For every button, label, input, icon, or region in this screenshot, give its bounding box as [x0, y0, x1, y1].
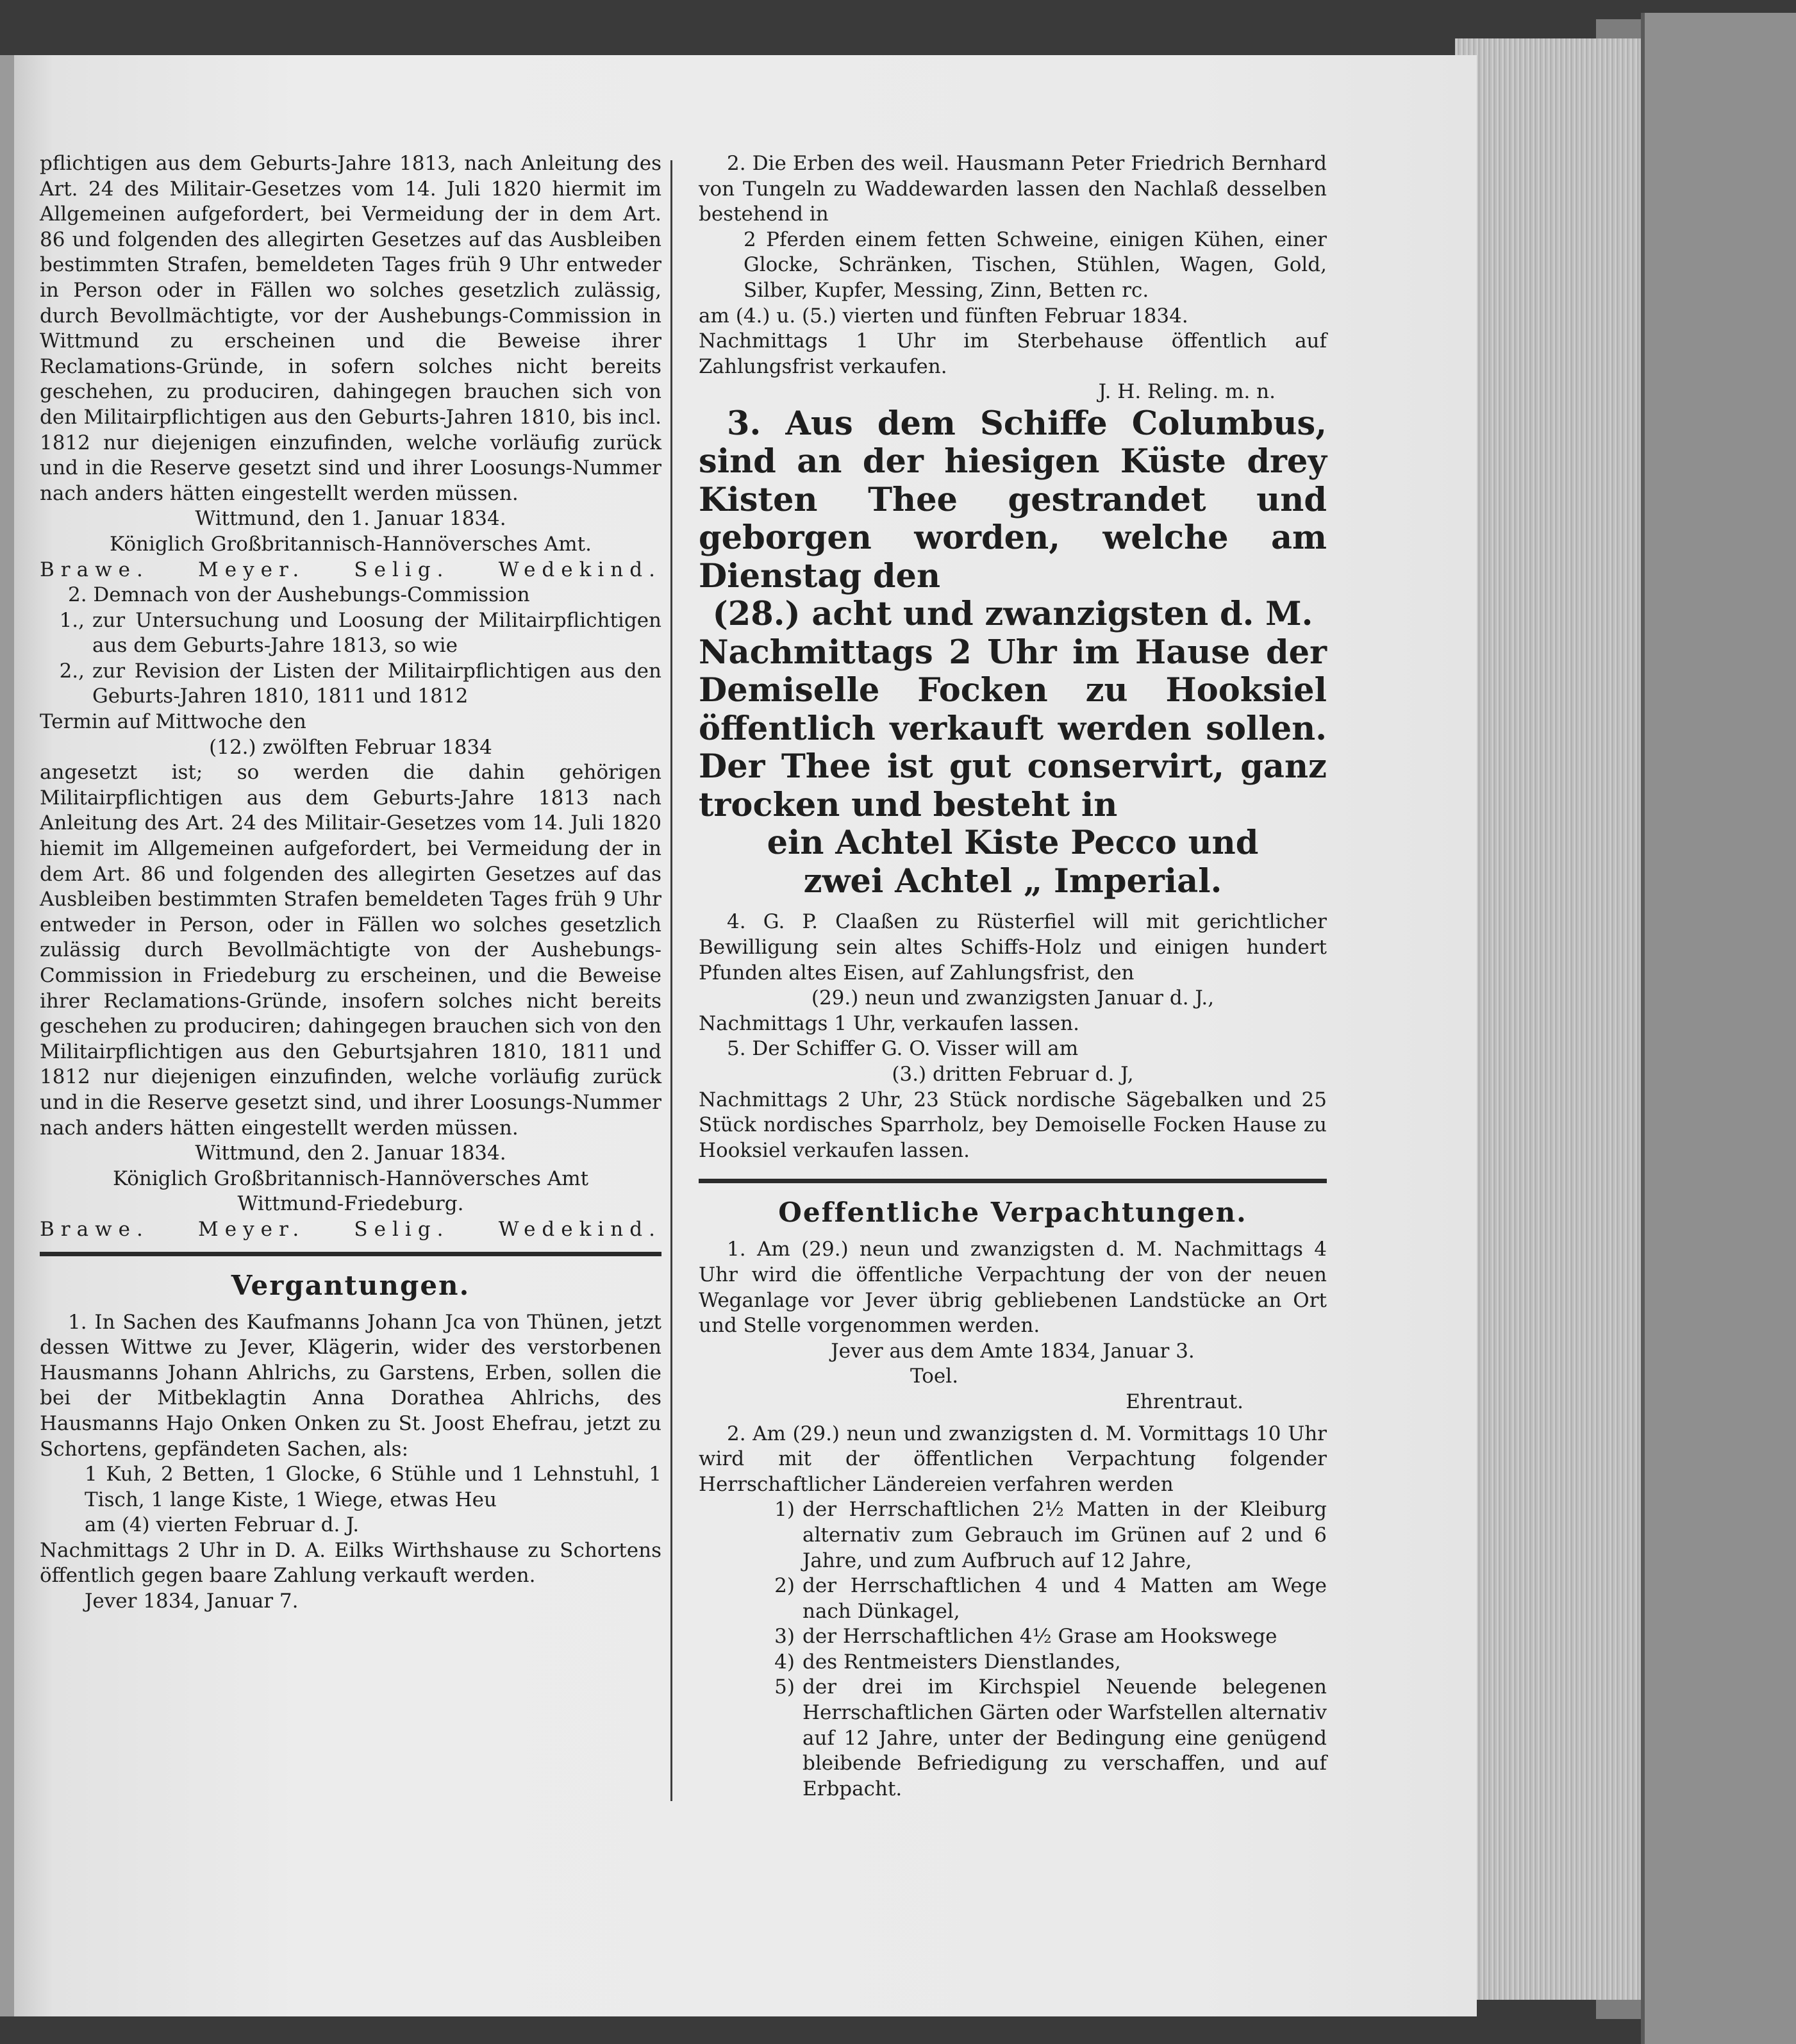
signer: Brawe.	[40, 558, 149, 581]
verpachtung1-signer2: Ehrentraut.	[1126, 1390, 1243, 1413]
verpachtung2-item	[699, 1650, 1327, 1675]
item-text: der Herrschaftlichen 2½ Matten in der Kleiburg alternativ zum Gebrauch im Grünen auf 2 und 6 Jahre, und zum Aufbruch auf 12 Jahre,	[802, 1498, 1327, 1572]
item5-body: Nachmittags 2 Uhr, 23 Stück nordische Sägebalken und 25 Stück nordisches Sparrholz, bey Demoiselle Focken Hause zu Hooksiel verkaufen lassen.	[699, 1088, 1327, 1162]
item4-body: 4. G. P. Claaßen zu Rüsterfiel will mit gerichtlicher Bewilligung sein altes Schiffs-Holz und einigen hundert Pfunden altes Eisen, auf Zahlungsfrist, den	[699, 910, 1327, 985]
section-rule	[40, 1252, 661, 1256]
column-divider	[670, 160, 672, 1801]
notice1-date: Wittmund, den 1. Januar 1834.	[195, 507, 506, 531]
item-text: der Herrschaftlichen 4 und 4 Matten am Wege nach Dünkagel,	[802, 1574, 1327, 1623]
item3-line1: ein Achtel Kiste Pecco und	[767, 824, 1259, 863]
signer: Wedekind.	[498, 558, 661, 581]
notice2-intro: 2. Demnach von der Aushebungs-Commission	[68, 583, 530, 607]
section-rule	[699, 1179, 1327, 1183]
item5-date: (3.) dritten Februar d. J,	[892, 1063, 1134, 1086]
signer: Meyer.	[198, 558, 306, 581]
notice2-office: Königlich Großbritannisch-Hannöversches Amt	[112, 1167, 589, 1190]
notice2-item	[40, 608, 661, 659]
page-stack-edge	[1455, 38, 1647, 2000]
notice2-signatures	[40, 1217, 661, 1243]
item4-date: (29.) neun und zwanzigsten Januar d. J.,	[811, 986, 1215, 1010]
item2-signature: J. H. Reling. m. n.	[1098, 380, 1276, 404]
signer: Brawe.	[40, 1217, 149, 1241]
item-text: des Rentmeisters Dienstlandes,	[802, 1650, 1121, 1674]
verpachtung2-item	[699, 1574, 1327, 1624]
item3-part2: Nachmittags 2 Uhr im Hause der Demiselle Focken zu Hooksiel öffentlich verkauft werden sollen. Der Thee ist gut conservirt, ganz trocken und besteht in	[699, 633, 1327, 824]
notice1-body: pflichtigen aus dem Geburts-Jahre 1813, nach Anleitung des Art. 24 des Militair-Gesetzes vom 14. Juli 1820 hiermit im Allgemeinen aufgefordert, bei Vermeidung der in dem Art. 86 und folgenden des allegirten Gesetzes auf das Ausbleiben bestimmten Strafen, bemeldeten Tages früh 9 Uhr entweder in Person oder in Fällen wo solches gesetzlich zulässig, durch Bevollmächtigte, vor der Aushebungs-Commission in Wittmund zu erscheinen und die Beweise ihrer Reclamations-Gründe, in sofern solches nicht bereits geschehen, zu produciren, dahingegen brauchen sich von den Militairpflichtigen aus den Geburts-Jahren 1810, bis incl. 1812 nur diejenigen einzufinden, welche vorläufig zurück und in die Reserve gesetzt sind und ihrer Loosungs-Nummer nach anders hätten eingestellt werden müssen.	[40, 152, 661, 505]
right-column	[699, 151, 1327, 1802]
item2-body: 2. Die Erben des weil. Hausmann Peter Friedrich Bernhard von Tungeln zu Waddewarden lassen den Nachlaß desselben bestehend in	[699, 152, 1327, 226]
vergantung1-date: am (4) vierten Februar d. J.	[85, 1513, 360, 1537]
item-number: 2)	[774, 1574, 795, 1598]
signer: Selig.	[354, 558, 450, 581]
vergantung1-place: Jever 1834, Januar 7.	[85, 1590, 299, 1613]
notice2-office-place: Wittmund-Friedeburg.	[237, 1192, 464, 1216]
verpachtung1-place: Jever aus dem Amte 1834, Januar 3.	[831, 1339, 1195, 1363]
item-number: 4)	[774, 1650, 795, 1674]
item-text: zur Untersuchung und Loosung der Militairpflichtigen aus dem Geburts-Jahre 1813, so wie	[92, 608, 661, 658]
item-text: der drei im Kirchspiel Neuende belegenen Herrschaftlichen Gärten oder Warfstellen alternativ auf 12 Jahre, unter der Bedingung eine genügend bleibende Befriedigung zu verschaffen, und auf Erbpacht.	[802, 1675, 1327, 1800]
vergantung1-body: 1. In Sachen des Kaufmanns Johann Jca von Thünen, jetzt dessen Wittwe zu Jever, Klägerin, wider des verstorbenen Hausmanns Johann Ahlrichs, zu Garstens, Erben, sollen die bei der Mitbeklagtin Anna Dorathea Ahlrichs, des Hausmanns Hajo Onken Onken zu St. Joost Ehefrau, jetzt zu Schortens, gepfändeten Sachen, als:	[40, 1310, 661, 1461]
verpachtung1-body: 1. Am (29.) neun und zwanzigsten d. M. Nachmittags 4 Uhr wird die öffentliche Verpachtung der von der neuen Weganlage vor Jever übrig gebliebenen Landstücke an Ort und Stelle vorgenommen werden.	[699, 1238, 1327, 1338]
notice2-item	[40, 659, 661, 710]
signer: Wedekind.	[498, 1217, 661, 1241]
item-number: 3)	[774, 1625, 795, 1649]
item3-part1: 3. Aus dem Schiffe Columbus, sind an der hiesigen Küste drey Kisten Thee gestrandet und geborgen worden, welche am Dienstag den	[699, 404, 1327, 595]
notice2-date: (12.) zwölften Februar 1834	[209, 735, 492, 759]
item-number: 2.,	[59, 659, 85, 683]
item3-date: (28.) acht und zwanzigsten d. M.	[712, 595, 1313, 634]
section-heading-vergantungen: Vergantungen.	[231, 1269, 470, 1301]
notice2-date-line: Wittmund, den 2. Januar 1834.	[195, 1142, 506, 1165]
item-number: 5)	[774, 1675, 795, 1699]
item5-intro: 5. Der Schiffer G. O. Visser will am	[727, 1037, 1079, 1061]
book-cover	[1641, 13, 1796, 2044]
section-heading-verpachtungen: Oeffentliche Verpachtungen.	[778, 1197, 1247, 1229]
notice1-office: Königlich Großbritannisch-Hannöversches Amt.	[110, 532, 592, 556]
verpachtung2-body: 2. Am (29.) neun und zwanzigsten d. M. Vormittags 10 Uhr wird mit der öffentlichen Verpachtung folgender Herrschaftlicher Ländereien verfahren werden	[699, 1422, 1327, 1496]
item-number: 1)	[774, 1498, 795, 1522]
verpachtung2-item	[699, 1675, 1327, 1802]
vergantung1-items: 1 Kuh, 2 Betten, 1 Glocke, 6 Stühle und 1 Lehnstuhl, 1 Tisch, 1 lange Kiste, 1 Wiege, etwas Heu	[85, 1463, 661, 1511]
page-gutter	[0, 55, 14, 2016]
verpachtung1-signer1: Toel.	[910, 1365, 959, 1388]
verpachtung2-item	[699, 1497, 1327, 1574]
signer: Selig.	[354, 1217, 450, 1241]
vergantung1-after: Nachmittags 2 Uhr in D. A. Eilks Wirthshause zu Schortens öffentlich gegen baare Zahlung verkauft werden.	[40, 1538, 661, 1588]
item-text: der Herrschaftlichen 4½ Grase am Hookswege	[802, 1625, 1277, 1649]
notice2-termin: Termin auf Mittwoche den	[40, 710, 306, 734]
signer: Meyer.	[198, 1217, 306, 1241]
item2-after: Nachmittags 1 Uhr im Sterbehause öffentlich auf Zahlungsfrist verkaufen.	[699, 329, 1327, 378]
item2-date: am (4.) u. (5.) vierten und fünften Februar 1834.	[699, 304, 1188, 328]
item-number: 1.,	[59, 608, 85, 632]
left-column	[40, 151, 661, 1615]
item4-after: Nachmittags 1 Uhr, verkaufen lassen.	[699, 1011, 1079, 1035]
verpachtung2-item	[699, 1624, 1327, 1650]
notice1-signatures	[40, 558, 661, 583]
item3-line2: zwei Achtel „ Imperial.	[803, 861, 1222, 901]
item2-goods: 2 Pferden einem fetten Schweine, einigen Kühen, einer Glocke, Schränken, Tischen, Stühlen, Wagen, Gold, Silber, Kupfer, Messing, Zinn, Betten rc.	[744, 228, 1327, 302]
notice2-body: angesetzt ist; so werden die dahin gehörigen Militairpflichtigen aus dem Geburts-Jahre 1813 nach Anleitung des Art. 24 des Militair-Gesetzes vom 14. Juli 1820 hiemit im Allgemeinen aufgefordert, bei Vermeidung der in dem Art. 86 und folgenden des allegirten Gesetzes auf das Ausbleiben bestimmten Strafen bemeldeten Tages früh 9 Uhr entweder in Person, oder in Fällen wo solches gesetzlich zulässig durch Bevollmächtigte von der Aushebungs-Commission in Friedeburg zu erscheinen, und die Beweise ihrer Reclamations-Gründe, insofern solches nicht bereits geschehen zu produciren; dahingegen brauchen sich von den Militairpflichtigen aus den Geburtsjahren 1810, 1811 und 1812 nur diejenigen einzufinden, welche vorläufig zurück und in die Reserve gesetzt sind, und ihrer Loosungs-Nummer nach anders hätten eingestellt werden müssen.	[40, 761, 661, 1140]
item-text: zur Revision der Listen der Militairpflichtigen aus den Geburts-Jahren 1810, 1811 und 1812	[92, 659, 661, 708]
